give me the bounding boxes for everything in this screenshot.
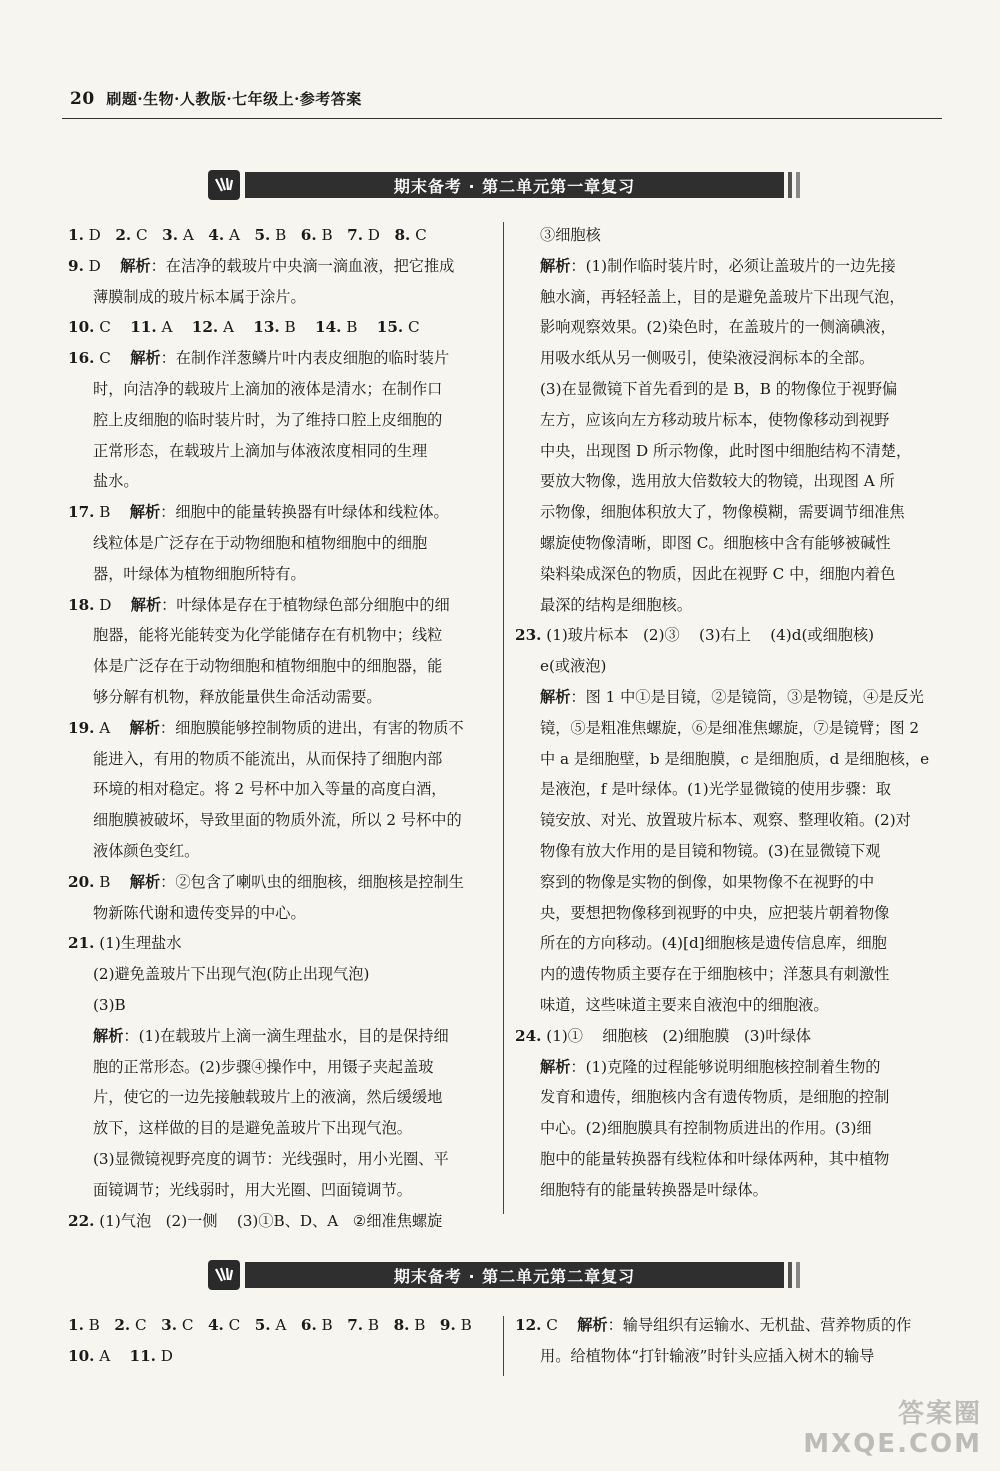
text-line: 面镜调节；光线弱时，用大光圈、凹面镜调节。	[93, 1180, 412, 1199]
text-line: 解析：(1)克隆的过程能够说明细胞核控制着生物的	[540, 1057, 881, 1076]
text-line: 21. (1)生理盐水	[68, 934, 182, 953]
text-line: 触水滴，再轻轻盖上，目的是避免盖玻片下出现气泡，	[540, 287, 905, 306]
section1-right-column	[515, 220, 945, 1206]
text-line: 器，叶绿体为植物细胞所特有。	[93, 564, 306, 583]
text-line: 胞中的能量转换器有线粒体和叶绿体两种，其中植物	[540, 1149, 890, 1168]
text-line: 时，向洁净的载玻片上滴加的液体是清水；在制作口	[93, 379, 443, 398]
header-rule	[62, 118, 942, 119]
text-line: 胞的正常形态。(2)步骤④操作中，用镊子夹起盖玻	[93, 1057, 434, 1076]
text-line: 24. (1)① 细胞核 (2)细胞膜 (3)叶绿体	[515, 1026, 811, 1045]
text-line: 能进入，有用的物质不能流出，从而保持了细胞内部	[93, 749, 443, 768]
text-line: 是液泡，f 是叶绿体。(1)光学显微镜的使用步骤：取	[540, 780, 891, 799]
section-title-1: 期末备考 · 第二单元第一章复习	[245, 172, 784, 198]
page-header	[70, 88, 362, 109]
book-logo-icon	[208, 170, 240, 200]
text-line: 线粒体是广泛存在于动物细胞和植物细胞中的细胞	[93, 533, 428, 552]
section2-left-column	[68, 1310, 508, 1372]
section-banner-2	[208, 1260, 802, 1290]
text-line: 薄膜制成的玻片标本属于涂片。	[93, 287, 306, 306]
column-divider-2	[503, 1316, 504, 1376]
text-line: 解析：(1)制作临时装片时，必须让盖玻片的一边先接	[540, 256, 896, 275]
text-line: 20. B 解析：②包含了喇叭虫的细胞核，细胞核是控制生	[68, 872, 464, 891]
text-line: 察到的物像是实物的倒像，如果物像不在视野的中	[540, 872, 875, 891]
text-line: 中心。(2)细胞膜具有控制物质进出的作用。(3)细	[540, 1119, 872, 1138]
text-line: 19. A 解析：细胞膜能够控制物质的进出，有害的物质不	[68, 718, 464, 737]
text-line: 9. D 解析：在洁净的载玻片中央滴一滴血液，把它推成	[68, 256, 455, 275]
text-line: 用吸水纸从另一侧吸引，使染液浸润标本的全部。	[540, 349, 875, 368]
text-line: 1. D 2. C 3. A 4. A 5. B 6. B 7. D 8. C	[68, 226, 427, 244]
section2-right-column	[515, 1310, 945, 1372]
text-line: 物新陈代谢和遗传变异的中心。	[93, 903, 306, 922]
text-line: 影响观察效果。(2)染色时，在盖玻片的一侧滴碘液，	[540, 318, 896, 337]
watermark-text: 答案圈 MXQE.COM	[803, 1399, 982, 1459]
text-line: 18. D 解析：叶绿体是存在于植物绿色部分细胞中的细	[68, 595, 450, 614]
text-line: 环境的相对稳定。将 2 号杯中加入等量的高度白酒，	[93, 780, 447, 799]
text-line: 用。给植物体“打针输液”时针头应插入树木的输导	[540, 1346, 875, 1365]
text-line: 体是广泛存在于动物细胞和植物细胞中的细胞器，能	[93, 657, 443, 676]
text-line: 放下，这样做的目的是避免盖玻片下出现气泡。	[93, 1119, 412, 1138]
text-line: 所在的方向移动。(4)[d]细胞核是遗传信息库，细胞	[540, 934, 887, 953]
text-line: 盐水。	[93, 472, 139, 491]
text-line: 示物像，细胞体积放大了，物像模糊，需要调节细准焦	[540, 503, 905, 522]
text-line: 液体颜色变红。	[93, 841, 200, 860]
text-line: 解析：(1)在载玻片上滴一滴生理盐水，目的是保持细	[93, 1026, 449, 1045]
text-line: 中 a 是细胞壁，b 是细胞膜，c 是细胞质，d 是细胞核，e	[540, 749, 930, 768]
text-line: 17. B 解析：细胞中的能量转换器有叶绿体和线粒体。	[68, 503, 449, 522]
header-title: 刷题·生物·人教版·七年级上·参考答案	[106, 90, 362, 108]
text-line: (3)显微镜视野亮度的调节：光线强时，用小光圈、平	[93, 1149, 449, 1168]
text-line: 22. (1)气泡 (2)一侧 (3)①B、D、A ②细准焦螺旋	[68, 1211, 443, 1230]
book-logo-icon	[208, 1260, 240, 1290]
text-line: 片，使它的一边先接触载玻片上的液滴，然后缓缓地	[93, 1088, 443, 1107]
text-line: 细胞特有的能量转换器是叶绿体。	[540, 1180, 768, 1199]
text-line: 发育和遗传，细胞核内含有遗传物质，是细胞的控制	[540, 1088, 890, 1107]
text-line: 要放大物像，选用放大倍数较大的物镜，出现图 A 所	[540, 472, 895, 491]
text-line: 胞器，能将光能转变为化学能储存在有机物中；线粒	[93, 626, 443, 645]
text-line: 染料染成深色的物质，因此在视野 C 中，细胞内着色	[540, 564, 896, 583]
text-line: 物像有放大作用的是目镜和物镜。(3)在显微镜下观	[540, 841, 881, 860]
text-line: 细胞膜被破坏，导致里面的物质外流，所以 2 号杯中的	[93, 811, 462, 830]
text-line: 16. C 解析：在制作洋葱鳞片叶内表皮细胞的临时装片	[68, 349, 450, 368]
text-line: 10. A 11. D	[68, 1346, 173, 1365]
text-line: (3)B	[93, 995, 126, 1014]
text-line: 23. (1)玻片标本 (2)③ (3)右上 (4)d(或细胞核)	[515, 626, 875, 645]
text-line: 够分解有机物，释放能量供生命活动需要。	[93, 687, 382, 706]
text-line: 12. C 解析：输导组织有运输水、无机盐、营养物质的作	[515, 1316, 912, 1334]
text-line: 味道，这些味道主要来自液泡中的细胞液。	[540, 995, 829, 1014]
text-line: ③细胞核	[540, 226, 601, 244]
text-line: 螺旋使物像清晰，即图 C。细胞核中含有能够被碱性	[540, 533, 891, 552]
column-divider	[503, 222, 504, 1214]
page-number: 20	[70, 89, 95, 109]
text-line: 正常形态，在载玻片上滴加与体液浓度相同的生理	[93, 441, 428, 460]
text-line: 镜安放、对光、放置玻片标本、观察、整理收箱。(2)对	[540, 811, 911, 830]
text-line: 最深的结构是细胞核。	[540, 595, 692, 614]
text-line: (3)在显微镜下首先看到的是 B，B 的物像位于视野偏	[540, 379, 898, 398]
text-line: 内的遗传物质主要存在于细胞核中；洋葱具有刺激性	[540, 965, 890, 984]
text-line: e(或液泡)	[540, 657, 607, 676]
text-line: 左方，应该向左方移动玻片标本，使物像移动到视野	[540, 410, 890, 429]
watermark	[803, 1399, 982, 1459]
text-line: 1. B 2. C 3. C 4. C 5. A 6. B 7. B 8. B 9. B	[68, 1316, 472, 1334]
section-title-2: 期末备考 · 第二单元第二章复习	[245, 1262, 784, 1288]
section-banner-1	[208, 170, 802, 200]
text-line: 解析：图 1 中①是目镜，②是镜筒，③是物镜，④是反光	[540, 687, 924, 706]
text-line: 中央，出现图 D 所示物像，此时图中细胞结构不清楚，	[540, 441, 912, 460]
text-line: 10. C 11. A 12. A 13. B 14. B 15. C	[68, 318, 420, 337]
text-line: 央，要想把物像移到视野的中央，应把装片朝着物像	[540, 903, 890, 922]
text-line: 腔上皮细胞的临时装片时，为了维持口腔上皮细胞的	[93, 410, 443, 429]
section1-left-column	[68, 220, 508, 1236]
text-line: (2)避免盖玻片下出现气泡(防止出现气泡)	[93, 965, 370, 984]
text-line: 镜，⑤是粗准焦螺旋，⑥是细准焦螺旋，⑦是镜臂；图 2	[540, 718, 919, 737]
